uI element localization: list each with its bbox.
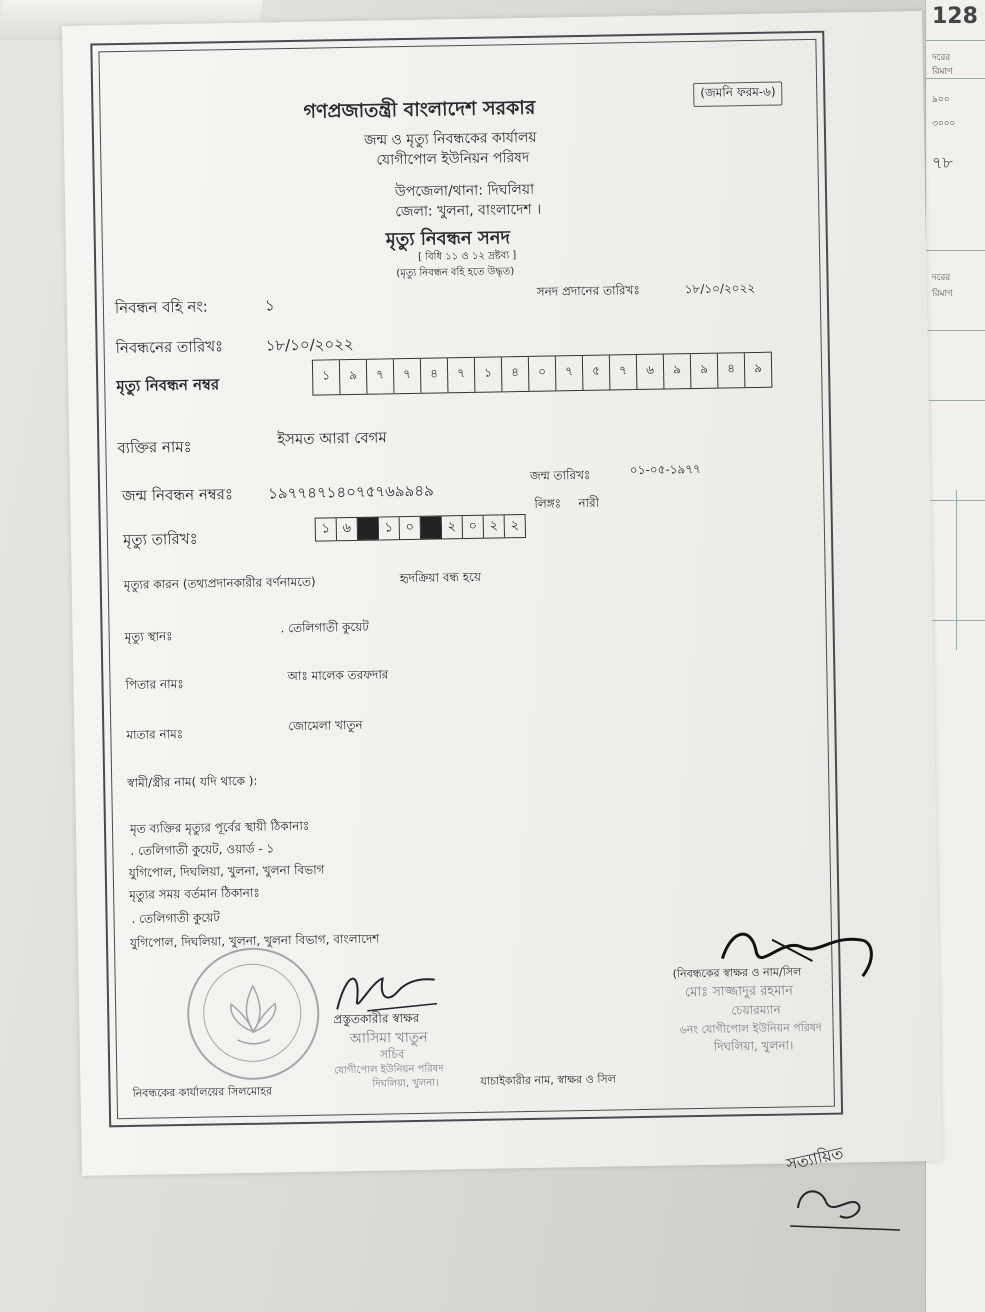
- reg-digit: ৬: [637, 355, 665, 389]
- preparer-label: প্রস্তুতকারীর স্বাক্ষর: [333, 1010, 420, 1027]
- adjacent-cell: ৯০০: [932, 95, 950, 105]
- person-name-value: ইসমত আরা বেগম: [277, 428, 387, 449]
- date-digit: ২: [510, 517, 520, 533]
- adjacent-cell: দরের: [932, 273, 951, 283]
- reg-digit: ৭: [394, 359, 422, 393]
- reg-date-value: ১৮/১০/২০২২: [265, 334, 354, 355]
- reg-digit: ৭: [556, 356, 584, 390]
- registrar-stamp: ৬নং যোগীপোল ইউনিয়ন পরিষদ: [679, 1020, 822, 1037]
- issue-date-value: ১৮/১০/২০২২: [684, 280, 756, 297]
- reg-date-label: নিবন্ধনের তারিখঃ: [115, 337, 224, 358]
- preparer-stamp: যোগীপোল ইউনিয়ন পরিষদ: [334, 1063, 444, 1077]
- death-certificate: [62, 11, 942, 1176]
- book-value: ১: [264, 296, 275, 315]
- preparer-name: আসিমা খাতুন: [349, 1029, 428, 1048]
- date-digit: ০: [463, 516, 484, 538]
- adjacent-cell: ৩০০০: [932, 119, 956, 129]
- attestation-note: সত্যায়িত: [784, 1143, 846, 1174]
- date-digit: ২: [484, 515, 505, 537]
- registrar-place: দিঘলিয়া, খুলনা।: [713, 1038, 794, 1054]
- registrar-name: মোঃ সাজ্জাদুর রহমান: [684, 983, 794, 1001]
- cause-label: মৃত্যুর কারন (তথ্যপ্রদানকারীর বর্ণনামতে): [123, 574, 316, 593]
- reg-digit: ৭: [610, 355, 638, 389]
- date-digit: ২: [442, 516, 463, 538]
- date-separator: [358, 518, 379, 540]
- seal-emblem-icon: [188, 949, 318, 1079]
- reg-digit: ৭: [448, 358, 476, 392]
- adjacent-cell: রিমাণ: [932, 289, 953, 299]
- reg-digit: ৪: [718, 353, 746, 387]
- perm-address-line1: . তেলিগাতী কুয়েট, ওয়ার্ড - ১: [130, 841, 275, 858]
- reg-digit: ৭: [367, 359, 395, 393]
- preparer-place: দিঘলিয়া, খুলনা।: [372, 1077, 439, 1090]
- date-digit: ১: [316, 518, 337, 540]
- reg-digit: ৪: [421, 358, 449, 392]
- date-separator: [421, 516, 442, 538]
- death-date-boxes: [315, 514, 526, 542]
- birth-date-label: জন্ম তারিখঃ: [529, 467, 591, 483]
- reg-digit: ৯: [754, 360, 763, 375]
- attestation-signature: [780, 1168, 910, 1238]
- reg-digit: ৯: [340, 360, 368, 394]
- reg-digit: ৫: [583, 355, 611, 389]
- death-reg-label: মৃত্যু নিবন্ধন নম্বর: [116, 375, 220, 396]
- adjacent-cell: রিমাণ: [932, 67, 953, 77]
- current-address-line2: যুগিপোল, দিঘলিয়া, খুলনা, খুলনা বিভাগ, বাংলাদেশ: [129, 931, 380, 950]
- government-title: গণপ্রজাতন্ত্রী বাংলাদেশ সরকার: [303, 96, 536, 123]
- death-date-label: মৃত্যু তারিখঃ: [122, 529, 198, 550]
- birth-date-value: ০১-০৫-১৯৭৭: [629, 461, 701, 478]
- adjacent-cell: দরের: [932, 53, 951, 63]
- verifier-label: যাচাইকারীর নাম, স্বাক্ষর ও সিল: [480, 1072, 616, 1088]
- upazila: উপজেলা/থানা: দিঘলিয়া: [394, 181, 535, 201]
- perm-address-line2: যুগিপোল, দিঘলিয়া, খুলনা, খুলনা বিভাগ: [128, 862, 325, 880]
- cause-value: হৃদক্রিয়া বন্ধ হয়ে: [399, 569, 482, 586]
- date-digit: ০: [400, 517, 421, 539]
- certificate-border: [90, 31, 843, 1128]
- preparer-title: সচিব: [379, 1047, 405, 1062]
- registrar-label: (নিবন্ধকের স্বাক্ষর ও নাম/সিল: [672, 965, 802, 981]
- father-label: পিতার নামঃ: [125, 676, 184, 692]
- reg-digit: ৯: [664, 354, 692, 388]
- book-label: নিবন্ধন বহি নং:: [114, 297, 209, 318]
- office-line-2: যোগীপোল ইউনিয়ন পরিষদ: [376, 149, 530, 169]
- birth-reg-label: জন্ম নিবন্ধন নম্বরঃ: [122, 485, 234, 506]
- death-place-label: মৃত্যু স্থানঃ: [124, 629, 173, 644]
- mother-value: জোমেলা খাতুন: [288, 717, 363, 734]
- district: জেলা: খুলনা, বাংলাদেশ ।: [395, 201, 542, 221]
- reg-digit: ১: [475, 357, 503, 391]
- date-digit: ১: [379, 517, 400, 539]
- person-name-label: ব্যক্তির নামঃ: [117, 437, 192, 458]
- spouse-label: স্বামী/স্ত্রীর নাম( যদি থাকে ):: [127, 773, 258, 790]
- issue-date-label: সনদ প্রদানের তারিখঃ: [536, 282, 640, 299]
- registrar-title: চেয়ারম্যান: [731, 1002, 781, 1018]
- current-address-line1: . তেলিগাতী কুয়েট: [131, 910, 220, 926]
- reg-digit: ১: [313, 360, 341, 394]
- mother-label: মাতার নামঃ: [126, 726, 184, 742]
- adjacent-cell: ৭৮: [932, 153, 953, 172]
- form-number: (জমনি ফরম-৬): [693, 81, 783, 107]
- perm-address-label: মৃত ব্যক্তির মৃত্যুর পূর্বের স্থায়ী ঠিকানাঃ: [129, 818, 310, 836]
- certificate-title: মৃত্যু নিবন্ধন সনদ: [385, 227, 511, 251]
- current-address-label: মৃত্যুর সময় বর্তমান ঠিকানাঃ: [129, 885, 260, 902]
- reg-digit: ৪: [502, 357, 530, 391]
- reg-digit: ০: [529, 356, 557, 390]
- father-value: আঃ মালেক তরফদার: [287, 667, 389, 684]
- adjacent-doc-number: 128: [932, 4, 978, 29]
- gender-label: লিঙ্গঃ: [534, 496, 562, 511]
- death-place-value: . তেলিগাতী কুয়েট: [280, 619, 369, 636]
- source-note: (মৃত্যু নিবন্ধন বহি হতে উদ্ধৃত): [396, 266, 515, 280]
- rule-reference: [ বিধি ১১ ও ১২ দ্রষ্টব্য ]: [417, 250, 517, 263]
- reg-digit: ৯: [691, 354, 719, 388]
- office-line-1: জন্ম ও মৃত্যু নিবন্ধকের কার্যালয়: [363, 129, 537, 149]
- date-digit: ৬: [337, 518, 358, 540]
- gender-value: নারী: [578, 495, 600, 511]
- seal-label: নিবন্ধকের কার্যালয়ের সিলমোহর: [132, 1084, 273, 1100]
- birth-reg-value: ১৯৭৭৪৭১৪০৭৫৭৬৯৯৪৯: [268, 481, 434, 503]
- office-seal: [186, 947, 320, 1081]
